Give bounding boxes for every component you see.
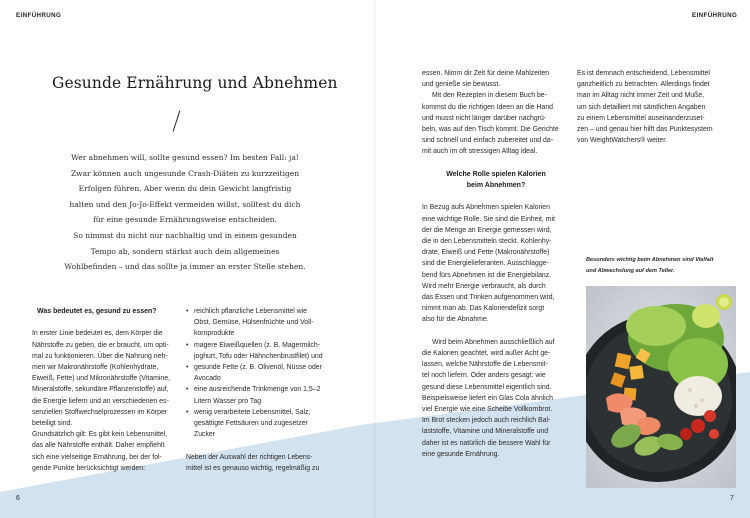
text-line: man im Alltag nicht immer Zeit und Muße, <box>577 92 705 100</box>
bullet-line: • gesunde Fette (z. B. Olivenöl, Nüsse oder <box>194 364 322 372</box>
text-line: die Kalorien geachtet, wird außer Acht ge- <box>422 350 551 358</box>
text-line: mal zu funktionieren. Über die Nahrung neh- <box>32 352 168 360</box>
bullet-line: • magere Eiweißquellen (z. B. Magermilch- <box>194 341 320 349</box>
text-line: gende Punkte berücksichtigt werden: <box>32 464 145 472</box>
text-line: lassen, welche Nährstoffe die Lebensmit- <box>422 361 548 369</box>
text-line: In erster Linie bedeutet es, dem Körper die <box>32 330 163 338</box>
intro-line: Wer abnehmen will, sollte gesund essen? Im besten Fall: ja! <box>71 153 299 162</box>
bullet-item <box>186 384 334 406</box>
text-line: ganzheitlich zu betrachten. Allerdings findet <box>577 81 710 89</box>
text-line: senziellen Stoffwechselprozessen im Körper <box>32 408 168 416</box>
text-line: Beispielsweise liefert ein Glas Cola ähnlich <box>422 394 553 402</box>
intro-line: Erfolgen führen. Aber wenn du dein Gewicht langfristig <box>78 184 292 194</box>
text-line: laststoffe, Vitamine und Mineralstoffe und <box>422 428 549 436</box>
salad-bowl-photo <box>586 286 736 488</box>
text-line: die in den Lebensmitteln steckt. Kohlenhy- <box>422 238 552 246</box>
text-line: Im Brot stecken jedoch auch reichlich Bal- <box>422 417 551 425</box>
text-line: tel noch liefern. Oder anders gesagt: wie <box>422 372 546 380</box>
text-line: beteiligt sind. <box>32 420 73 428</box>
heading-line: beim Abnehmen? <box>466 182 526 190</box>
text-line: Wird mehr Energie verbraucht, als durch <box>422 282 546 290</box>
text-line: Wird beim Abnehmen ausschließlich auf <box>432 338 555 346</box>
text-line: Mineralstoffe, sekundäre Pflanzenstoffe) auf, <box>32 386 169 394</box>
bullet-line: kornprodukte <box>194 330 235 338</box>
intro-line: Wohlbefinden – und das sollte ja immer an erster Stelle stehen. <box>64 262 306 272</box>
intro-line: Tempo ab, sondern stärkst auch dein allgemeines <box>90 246 280 256</box>
column-1 <box>32 306 180 474</box>
text-line: sich eine vielseitige Ernährung, bei der fol- <box>32 453 162 461</box>
text-line: mittel ist es genauso wichtig, regelmäßig zu <box>186 464 320 472</box>
page-number-left: 6 <box>16 495 20 502</box>
bullet-line: Litern Wasser pro Tag <box>194 397 262 405</box>
text-line: zu einem Lebensmittel auseinanderzuset- <box>577 114 705 122</box>
bullet-line: • wenig verarbeitete Lebensmittel, Salz, <box>194 408 311 416</box>
text-line: beln, was auf den Tisch kommt. Die Gerichte <box>422 126 559 134</box>
page-gutter <box>374 0 376 518</box>
bullet-item <box>186 306 334 340</box>
intro-line: für eine gesunde Ernährungsweise entscheiden. <box>93 215 277 225</box>
bullet-line: gesättigte Fettsäuren und zugesetzer <box>194 420 308 428</box>
text-line: und musst nicht länger darüber nachgrü- <box>422 114 547 122</box>
salad-bowl-illustration <box>586 286 736 488</box>
bullet-item <box>186 340 334 362</box>
bullet-line: • eine ausreichende Trinkmenge von 1,5–2 <box>194 386 321 394</box>
text-line: drate, Eiweiß und Fette (Makronährstoffe) <box>422 249 550 257</box>
text-line: das Essen und Trinken aufgenommen wird, <box>422 294 555 302</box>
text-line: Eiweiß, Fette) und Mikronährstoffe (Vitamine, <box>32 375 170 383</box>
text-line: um sich detailliert mit sämtlichen Angaben <box>577 103 706 111</box>
intro-paragraph <box>56 150 314 275</box>
bullet-line: Obst, Gemüse, Hülsenfrüchte und Voll- <box>194 319 314 327</box>
text-line: mit auch im oft stressigen Alltag ideal. <box>422 148 538 156</box>
photo-caption <box>586 255 736 277</box>
caption-line: und Abwechslung auf dem Teller. <box>586 268 675 274</box>
column-3 <box>422 68 570 460</box>
text-line: zen – und genau hier hilft das Punktesystem <box>577 126 713 134</box>
text-line: Grundsätzlich gilt: Es gibt kein Lebensmittel, <box>32 431 168 439</box>
running-head-left: EINFÜHRUNG <box>16 12 62 19</box>
heading-line: Welche Rolle spielen Kalorien <box>446 170 546 178</box>
text-line: der die Menge an Energie gemessen wird, <box>422 226 552 234</box>
text-line: eine wichtige Rolle. Sie sind die Einheit, mit <box>422 215 555 223</box>
bullet-line: Zucker <box>194 431 216 439</box>
bullet-item <box>186 362 334 384</box>
text-line: In Bezug aufs Abnehmen spielen Kalorien <box>422 204 550 212</box>
text-line: kommst du die richtigen Ideen an die Hand <box>422 103 553 111</box>
bullet-item <box>186 407 334 441</box>
text-line: gesund diese Lebensmittel eigentlich sind. <box>422 383 552 391</box>
intro-line: So nimmst du nicht nur nachhaltig und in einem gesunden <box>73 230 297 240</box>
caption-line: Besonders wichtig beim Abnehmen sind Vielfalt <box>586 257 714 263</box>
text-line: das alle Nährstoffe enthält. Daher empfiehlt <box>32 442 165 450</box>
text-line: nimmt man ab. Das Kaloriendefizit sorgt <box>422 305 545 313</box>
text-line: Mit den Rezepten in diesem Buch be- <box>432 92 547 100</box>
text-line: Neben der Auswahl der richtigen Lebens- <box>186 453 313 461</box>
text-line: bend fürs Abnehmen ist die Energiebilanz. <box>422 271 552 279</box>
text-line: Es ist demnach entscheidend, Lebensmittel <box>577 70 710 77</box>
bullet-line: Avocado <box>194 375 221 383</box>
bullet-line: joghurt, Tofu oder Hähnchenbrustfilet) und <box>194 352 323 360</box>
text-line: sind die Energielieferanten. Ausschlagge- <box>422 260 549 268</box>
page-title: Gesunde Ernährung und Abnehmen <box>52 74 338 92</box>
section-heading-healthy-eating: Was bedeutet es, gesund zu essen? <box>37 308 157 315</box>
column-2 <box>186 306 334 474</box>
section-heading-calories <box>422 169 570 191</box>
bullet-line: • reichlich pflanzliche Lebensmittel wie <box>194 308 307 315</box>
text-line: von WeightWatchers® weiter. <box>577 137 668 145</box>
intro-line: halten und den Jo-Jo-Effekt vermeiden willst, solltest du dich <box>69 199 301 209</box>
column-4 <box>577 68 725 146</box>
text-line: die Energie liefern und an verschiedenen es- <box>32 397 169 405</box>
text-line: eine gesunde Ernährung. <box>422 450 500 458</box>
text-line: essen. Nimm dir Zeit für deine Mahlzeiten <box>422 70 550 77</box>
page-number-right: 7 <box>730 495 734 502</box>
text-line: Nährstoffe zu geben, die er braucht, um opti- <box>32 341 169 349</box>
text-line: und genieße sie bewusst. <box>422 81 501 89</box>
text-line: viel Energie wie eine Scheibe Vollkornbrot. <box>422 406 553 414</box>
text-line: also für die Abnahme. <box>422 316 489 324</box>
intro-line: Zwar können auch ungesunde Crash-Diäten zu kurzzeitigen <box>70 168 300 178</box>
running-head-right: EINFÜHRUNG <box>692 12 738 19</box>
text-line: men wir Makronährstoffe (Kohlenhydrate, <box>32 364 159 371</box>
text-line: daher ist es natürlich die bessere Wahl für <box>422 439 551 447</box>
text-line: sind schnell und einfach zubereitet und da- <box>422 137 554 145</box>
